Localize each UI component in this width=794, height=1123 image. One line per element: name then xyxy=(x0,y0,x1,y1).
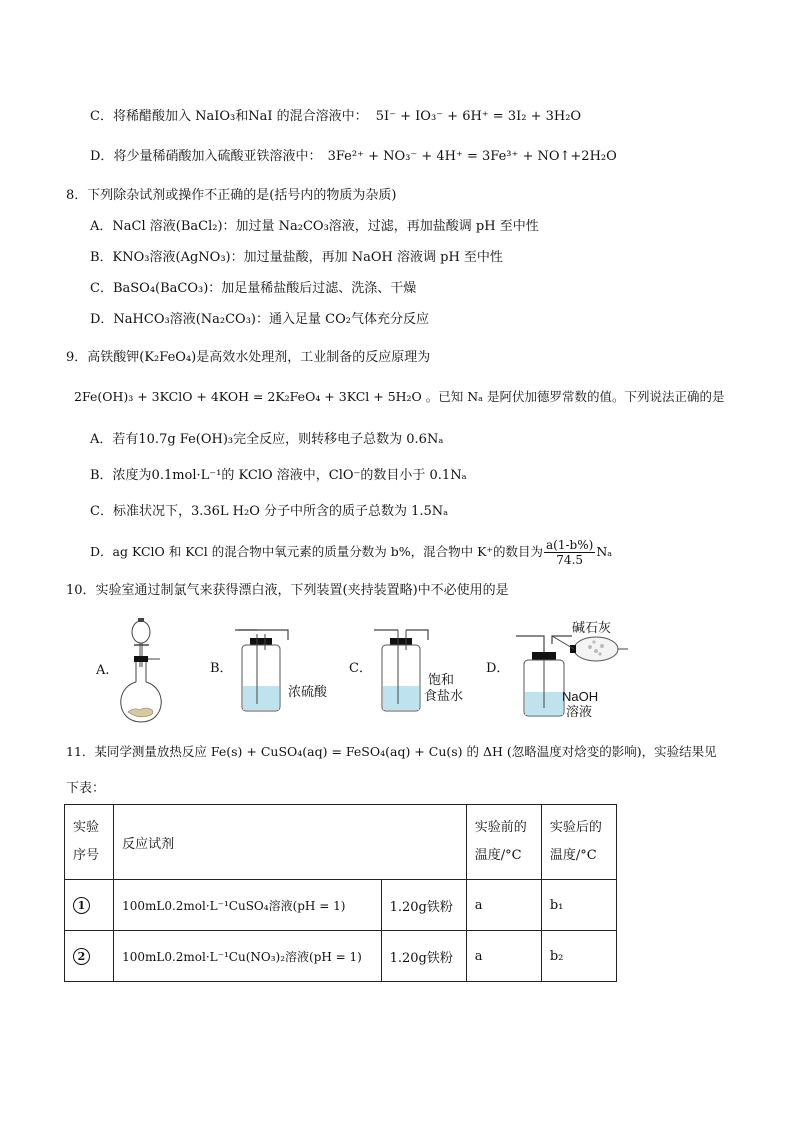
q8-option-d: D．NaHCO₃溶液(Na₂CO₃)：通入足量 CO₂气体充分反应 xyxy=(90,312,429,327)
q8-option-a: A．NaCl 溶液(BaCl₂)：加过量 Na₂CO₃溶液，过滤，再加盐酸调 pH 至中性 xyxy=(90,219,539,234)
row-2-reagent: 100mL0.2mol·L⁻¹Cu(NO₃)₂溶液(pH = 1) xyxy=(114,931,381,982)
apparatus-d-solution-label: 溶液 xyxy=(566,705,593,720)
q9-option-b: B．浓度为0.1mol·L⁻¹的 KClO 溶液中，ClO⁻的数目小于 0.1Nₐ xyxy=(90,468,467,483)
row-2-temp-after: b₂ xyxy=(541,931,616,982)
q9-stem: 9．高铁酸钾(K₂FeO₄)是高效水处理剂，工业制备的反应原理为 xyxy=(66,350,431,365)
header-experiment-no: 实验 序号 xyxy=(65,805,114,880)
q8-option-c: C．BaSO₄(BaCO₃)：加足量稀盐酸后过滤、洗涤、干燥 xyxy=(90,281,417,296)
q9-option-d: D．ag KClO 和 KCl 的混合物中氧元素的质量分数为 b%，混合物中 K⁺的数目为 $\frac{a(1-b\%)}{74.5}$ Nₐ xyxy=(90,538,613,567)
header-reagents: 反应试剂 xyxy=(114,805,467,880)
q10-label-b: B． xyxy=(210,661,233,676)
q10-stem: 10．实验室通过制氯气来获得漂白液，下列装置(夹持装置略)中不必使用的是 xyxy=(66,583,509,598)
apparatus-b-bottle xyxy=(230,624,294,716)
q11-results-table xyxy=(64,804,617,982)
row-1-temp-after: b₁ xyxy=(541,880,616,931)
apparatus-c-liquid-label-2: 食盐水 xyxy=(424,689,464,704)
table-row xyxy=(65,931,617,982)
apparatus-b-liquid-label: 浓硫酸 xyxy=(288,685,328,700)
q7-option-c-equation: 5I⁻ + IO₃⁻ + 6H⁺ = 3I₂ + 3H₂O xyxy=(375,109,582,124)
header-temp-before: 实验前的 温度/°C xyxy=(466,805,541,880)
q11-stem: 11．某同学测量放热反应 Fe(s) + CuSO₄(aq) = FeSO₄(aq) + Cu(s) 的 ΔH (忽略温度对焓变的影响)，实验结果见 xyxy=(66,744,717,759)
apparatus-d-naoh-label: NaOH xyxy=(562,689,599,704)
q8-stem: 8．下列除杂试剂或操作不正确的是(括号内的物质为杂质) xyxy=(66,188,397,203)
q11-stem-continued: 下表： xyxy=(66,781,106,796)
q7-option-d: D．将少量稀硝酸加入硫酸亚铁溶液中： 3Fe²⁺ + NO₃⁻ + 4H⁺ = 3Fe³⁺ + NO↑+2H₂O xyxy=(90,149,617,164)
row-1-temp-before: a xyxy=(466,880,541,931)
q10-label-a: A. xyxy=(96,663,110,678)
apparatus-d-soda-lime-label: 碱石灰 xyxy=(572,621,612,636)
apparatus-c-liquid-label-1: 饱和 xyxy=(428,673,455,688)
header-temp-after: 实验后的 温度/°C xyxy=(541,805,616,880)
q7-option-c: C．将稀醋酸加入 NaIO₃和NaI 的混合溶液中： 5I⁻ + IO₃⁻ + 6H⁺ = 3I₂ + 3H₂O xyxy=(90,109,582,124)
q10-label-c: C． xyxy=(349,661,372,676)
q8-option-b: B．KNO₃溶液(AgNO₃)：加过量盐酸，再加 NaOH 溶液调 pH 至中性 xyxy=(90,250,503,265)
q7-option-d-equation: 3Fe²⁺ + NO₃⁻ + 4H⁺ = 3Fe³⁺ + NO↑+2H₂O xyxy=(327,149,617,164)
row-1-reagent: 100mL0.2mol·L⁻¹CuSO₄溶液(pH = 1) xyxy=(114,880,381,931)
row-2-number: 2 xyxy=(65,931,114,982)
table-header-row xyxy=(65,805,617,880)
row-1-number: 1 xyxy=(65,880,114,931)
row-1-iron: 1.20g铁粉 xyxy=(381,880,466,931)
row-2-temp-before: a xyxy=(466,931,541,982)
q9-option-c: C．标准状况下，3.36L H₂O 分子中所含的质子总数为 1.5Nₐ xyxy=(90,504,449,519)
q9-option-a: A．若有10.7g Fe(OH)₃完全反应，则转移电子总数为 0.6Nₐ xyxy=(90,432,444,447)
table-row xyxy=(65,880,617,931)
q9-equation: 2Fe(OH)₃ + 3KClO + 4KOH = 2K₂FeO₄ + 3KCl + 5H₂O 。已知 Nₐ 是阿伏加德罗常数的值。下列说法正确的是 xyxy=(74,389,725,404)
q9-option-d-fraction: $\frac{a(1-b\%)}{74.5}$ xyxy=(546,538,594,567)
q10-label-d: D． xyxy=(486,661,510,676)
row-2-iron: 1.20g铁粉 xyxy=(381,931,466,982)
apparatus-a-flask xyxy=(112,612,182,724)
